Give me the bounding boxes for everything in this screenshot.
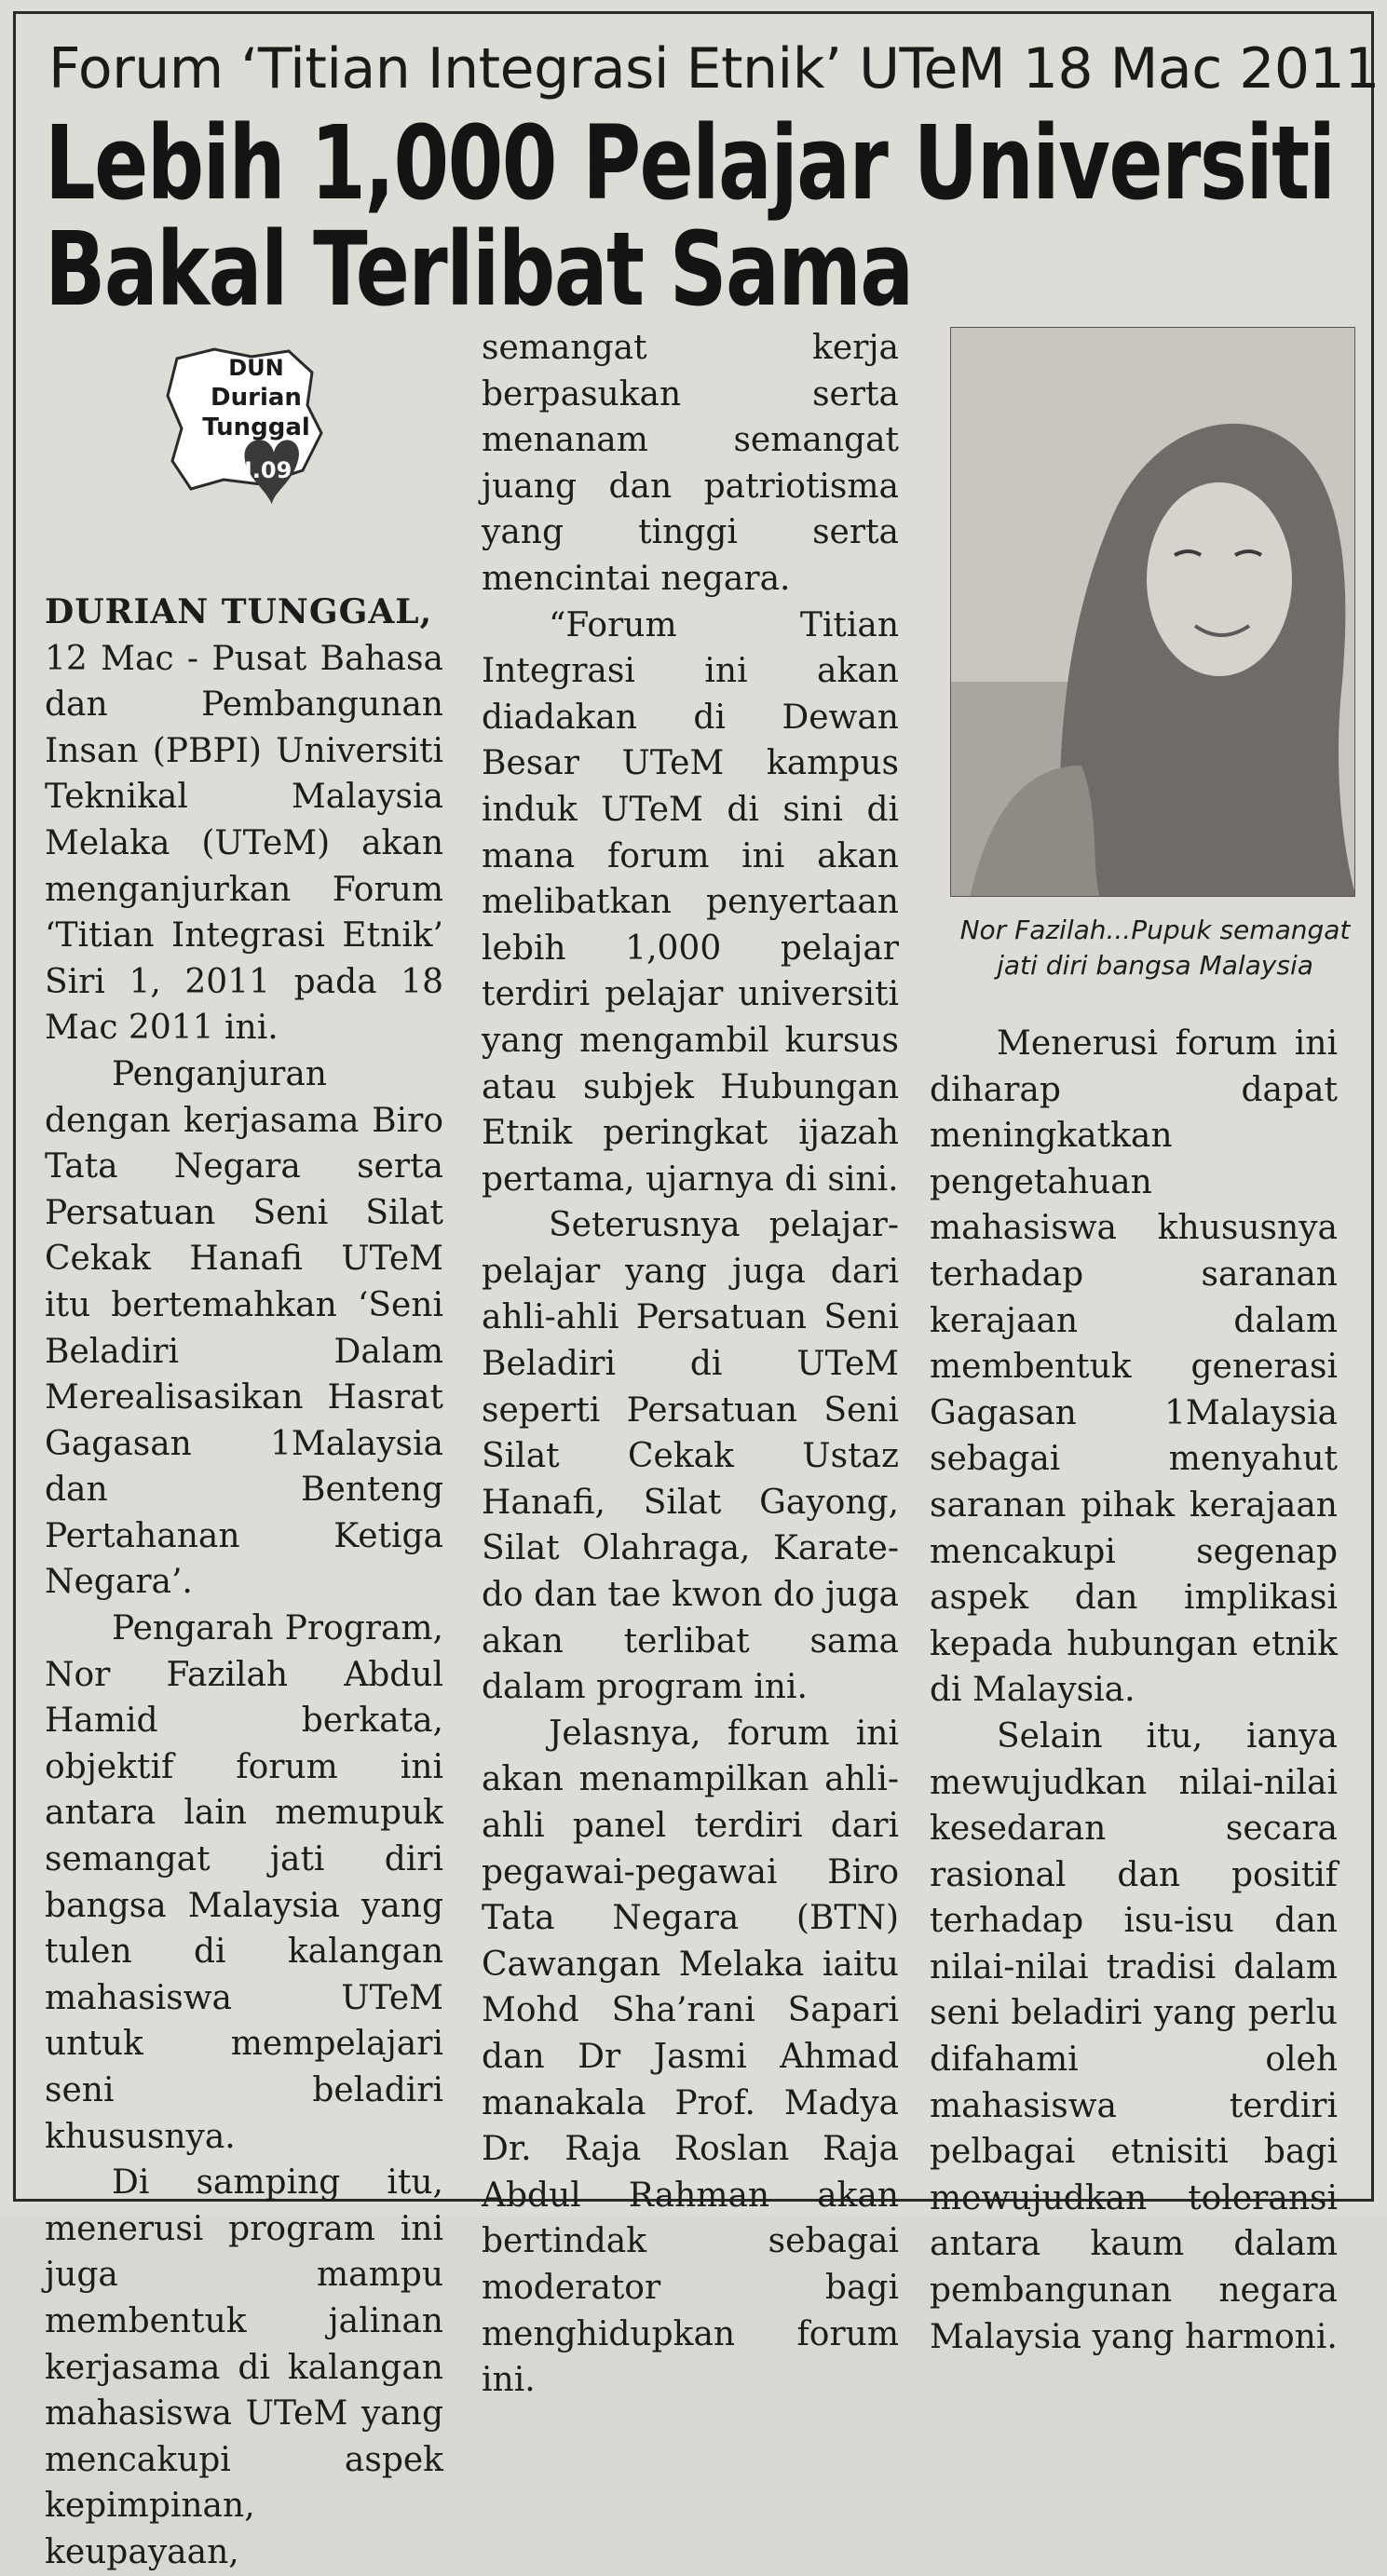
- caption-line-2: jati diri bangsa Malaysia: [997, 950, 1313, 981]
- col1-paragraph-3: Pengarah Program, Nor Fazilah Abdul Hamid berkata, objektif forum ini antara lain memupuk semangat jati diri bangsa Malaysia yang tulen di kalangan mahasiswa UTeM untuk mempelajari seni beladiri khususnya.: [45, 1609, 443, 2156]
- badge-line-2: Durian: [211, 384, 302, 412]
- col2-paragraph-2: “Forum Titian Integrasi ini akan diadakan di Dewan Besar UTeM kampus induk UTeM di sini di mana forum ini akan melibatkan penyertaan lebih 1,000 pelajar terdiri pelajar universiti yang mengambil kursus atau subjek Hubungan Etnik peringkat ijazah pertama, ujarnya di sini.: [482, 605, 899, 1199]
- column-3: [930, 1021, 1338, 2360]
- headline-line-2: Bakal Terlibat Sama: [45, 210, 913, 329]
- headline-line-1: Lebih 1,000 Pelajar Universiti: [45, 103, 1335, 223]
- portrait-photo: [950, 327, 1355, 897]
- column-1: [45, 590, 443, 2576]
- badge-code: N.09: [233, 457, 292, 483]
- constituency-badge-icon: [149, 331, 335, 517]
- article-kicker: Forum ‘Titian Integrasi Etnik’ UTeM 18 Mac 2011: [48, 36, 1380, 102]
- column-2: [482, 325, 899, 2404]
- photo-caption: [941, 913, 1369, 983]
- caption-line-1: Nor Fazilah...Pupuk semangat: [959, 915, 1351, 945]
- col2-paragraph-1: semangat kerja berpasukan serta menanam semangat juang dan patriotisma yang tinggi serta mencintai negara.: [482, 329, 899, 598]
- dateline: DURIAN TUNGGAL,: [45, 592, 433, 631]
- article-headline: [45, 103, 1335, 329]
- portrait-illustration: [951, 328, 1355, 897]
- col2-paragraph-3: Seterusnya pelajar-pelajar yang juga dari ahli-ahli Persatuan Seni Beladiri di UTeM seperti Persatuan Seni Silat Cekak Ustaz Hanafi, Silat Gayong, Silat Olahraga, Karate-do dan tae kwon do juga akan terlibat sama dalam program ini.: [482, 1206, 899, 1707]
- face-shape: [1147, 482, 1292, 676]
- badge-line-1: DUN: [228, 355, 284, 381]
- col2-paragraph-4: Jelasnya, forum ini akan menampilkan ahli-ahli panel terdiri dari pegawai-pegawai Biro Tata Negara (BTN) Cawangan Melaka iaitu Mohd Sha’rani Sapari dan Dr Jasmi Ahmad manakala Prof. Madya Dr. Raja Roslan Raja Abdul Rahman akan bertindak sebagai moderator bagi menghidupkan forum ini.: [482, 1714, 899, 2400]
- col3-paragraph-1: Menerusi forum ini diharap dapat meningkatkan pengetahuan mahasiswa khususnya terhadap saranan kerajaan dalam membentuk generasi Gagasan 1Malaysia sebagai menyahut saranan pihak kerajaan mencakupi segenap aspek dan implikasi kepada hubungan etnik di Malaysia.: [930, 1024, 1338, 1710]
- badge-line-3: Tunggal: [202, 414, 310, 441]
- col3-paragraph-2: Selain itu, ianya mewujudkan nilai-nilai kesedaran secara rasional dan positif terhadap isu-isu dan nilai-nilai tradisi dalam seni beladiri yang perlu difahami oleh mahasiswa terdiri pelbagai etnisiti bagi mewujudkan toleransi antara kaum dalam pembangunan negara Malaysia yang harmoni.: [930, 1716, 1338, 2356]
- col1-paragraph-1: 12 Mac - Pusat Bahasa dan Pembangunan Insan (PBPI) Universiti Teknikal Malaysia Melaka (UTeM) akan menganjurkan Forum ‘Titian Integrasi Etnik’ Siri 1, 2011 pada 18 Mac 2011 ini.: [45, 639, 443, 1048]
- col1-paragraph-2: Penganjuran dengan kerjasama Biro Tata Negara serta Persatuan Seni Silat Cekak Hanafi UTeM itu bertemahkan ‘Seni Beladiri Dalam Merealisasikan Hasrat Gagasan 1Malaysia dan Benteng Pertahanan Ketiga Negara’.: [45, 1054, 443, 1602]
- col1-paragraph-4: Di samping itu, menerusi program ini juga mampu membentuk jalinan kerjasama di kalangan mahasiswa UTeM yang mencakupi aspek kepimpinan, keupayaan,: [45, 2163, 443, 2571]
